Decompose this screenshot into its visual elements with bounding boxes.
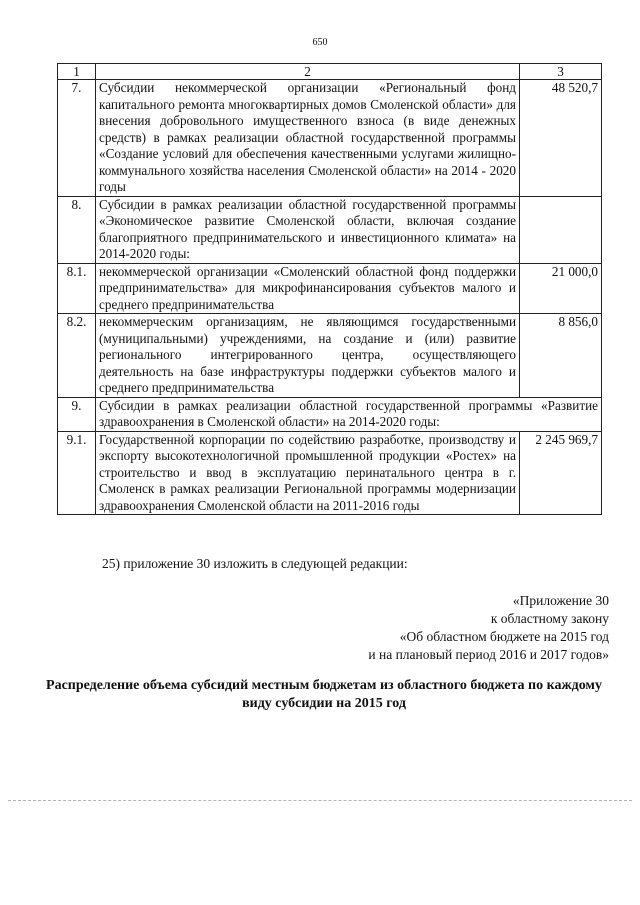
row-amount: 21 000,0 xyxy=(520,263,602,314)
column-header-2: 2 xyxy=(96,64,520,80)
table-row xyxy=(58,80,602,197)
table-header-row xyxy=(58,64,602,80)
appendix-line-3: «Об областном бюджете на 2015 год xyxy=(399,629,609,644)
row-description: Субсидии в рамках реализации областной государственной программы «Экономическое развитие Смоленской области, включая создание благоприятного предпринимательского и инвестиционного климата» на 2014-2020 годы: xyxy=(96,196,520,263)
row-description: Субсидии в рамках реализации областной государственной программы «Развитие здравоохранения в Смоленской области» на 2014-2020 годы: xyxy=(96,397,602,431)
column-header-3: 3 xyxy=(520,64,602,80)
table-row xyxy=(58,263,602,314)
subsidy-table xyxy=(57,63,602,515)
row-description: некоммерческой организации «Смоленский областной фонд поддержки предпринимательства» для микрофинансирования субъектов малого и среднего предпринимательства xyxy=(96,263,520,314)
row-amount: 48 520,7 xyxy=(520,80,602,197)
appendix-line-4: и на плановый период 2016 и 2017 годов» xyxy=(368,647,609,662)
row-number: 9.1. xyxy=(58,431,96,515)
dashed-divider xyxy=(8,800,632,801)
row-number: 8. xyxy=(58,196,96,263)
column-header-1: 1 xyxy=(58,64,96,80)
row-amount xyxy=(520,196,602,263)
table-row xyxy=(58,397,602,431)
section-title: Распределение объема субсидий местным бюджетам из областного бюджета по каждому виду субсидии на 2015 год xyxy=(46,678,602,711)
row-number: 8.2. xyxy=(58,314,96,398)
appendix-header xyxy=(368,592,609,664)
row-description: Субсидии некоммерческой организации «Региональный фонд капитального ремонта многоквартирных домов Смоленской области» для внесения добровольного имущественного взноса (в виде денежных средств) в рамках реализации областной государственной программы «Создание условий для обеспечения качественными услугами жилищно-коммунального хозяйства населения Смоленской области» на 2014 - 2020 годы xyxy=(96,80,520,197)
table-row xyxy=(58,196,602,263)
table-row xyxy=(58,431,602,515)
table-row xyxy=(58,314,602,398)
row-description: некоммерческим организациям, не являющимся государственными (муниципальными) учреждениями, на создание и (или) развитие регионального интегрированного центра, осуществляющего деятельность на базе инфраструктуры поддержки субъектов малого и среднего предпринимательства xyxy=(96,314,520,398)
appendix-line-1: «Приложение 30 xyxy=(512,593,609,608)
row-number: 7. xyxy=(58,80,96,197)
row-number: 9. xyxy=(58,397,96,431)
amendment-note: 25) приложение 30 изложить в следующей редакции: xyxy=(102,556,408,571)
appendix-line-2: к областному закону xyxy=(490,611,609,626)
row-amount: 8 856,0 xyxy=(520,314,602,398)
row-description: Государственной корпорации по содействию разработке, производству и экспорту высокотехнологичной промышленной продукции «Ростех» на строительство и ввод в эксплуатацию перинатального центра в г. Смоленск в рамках реализации Региональной программы модернизации здравоохранения Смоленской области на 2011-2016 годы xyxy=(96,431,520,515)
row-number: 8.1. xyxy=(58,263,96,314)
page-number: 650 xyxy=(312,37,328,48)
row-amount: 2 245 969,7 xyxy=(520,431,602,515)
